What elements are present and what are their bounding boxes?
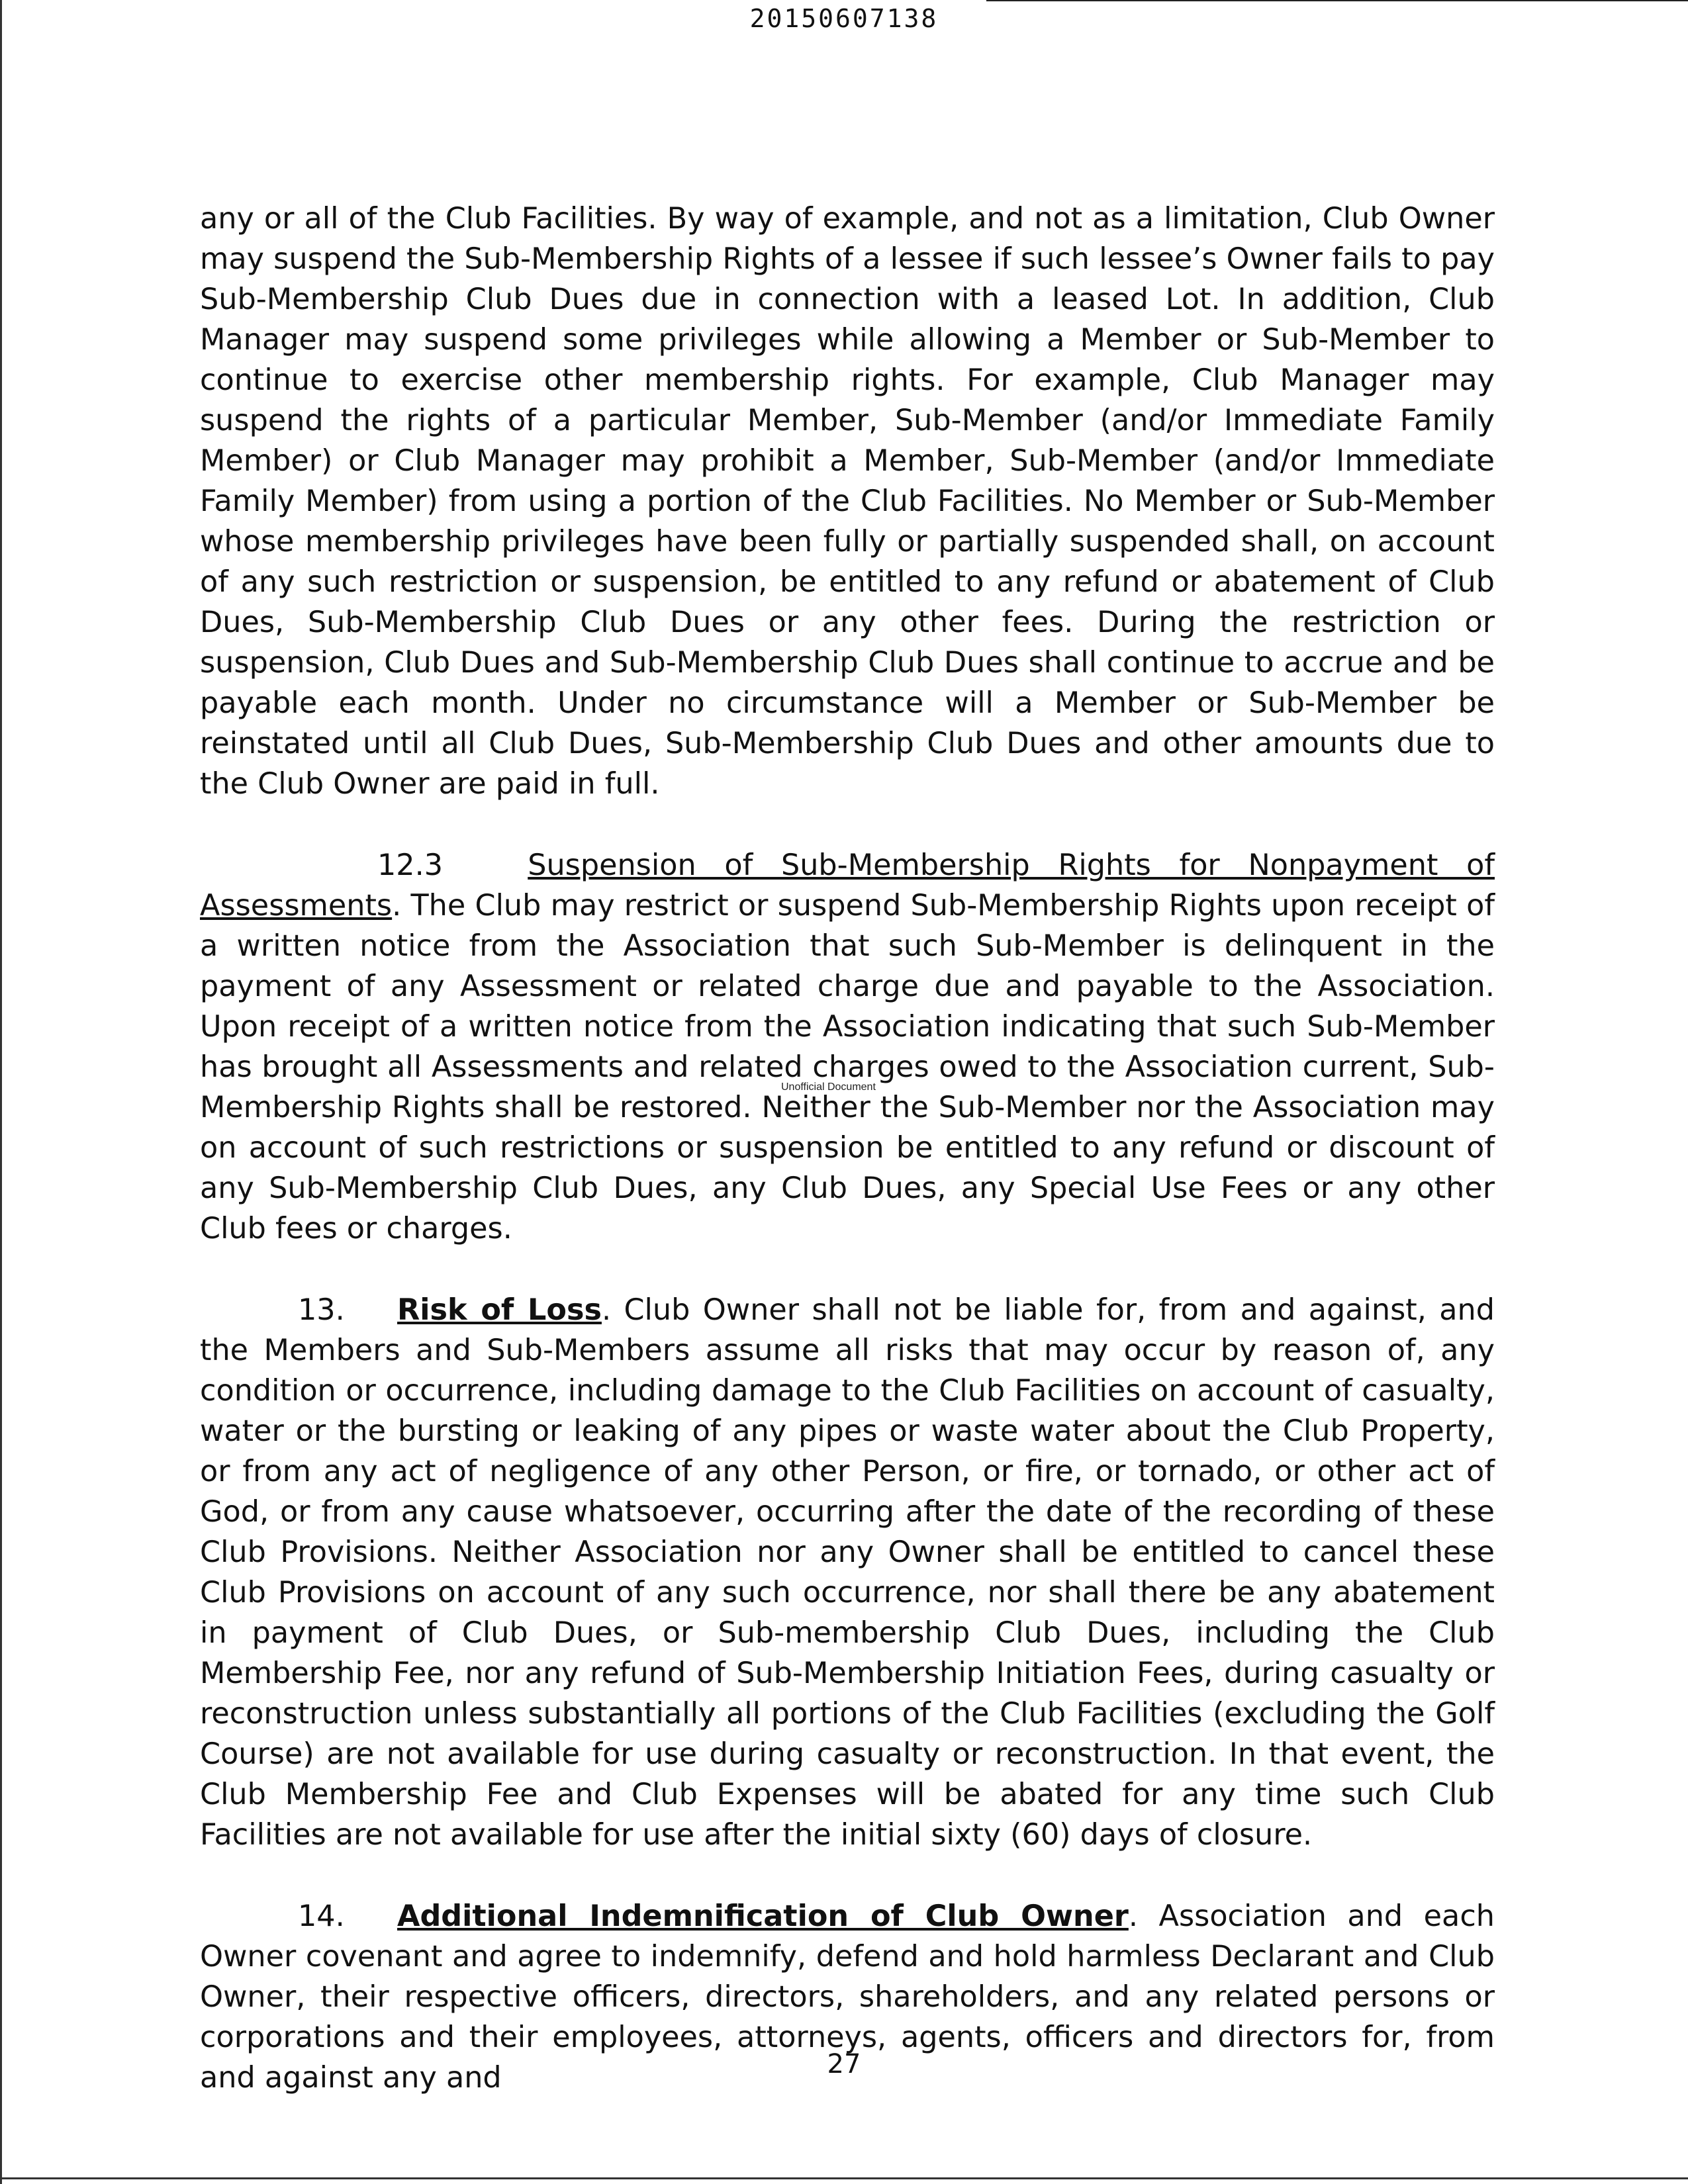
section-14-number: 14.	[298, 1899, 345, 1933]
section-13-number: 13.	[298, 1293, 345, 1327]
page-body	[200, 199, 1495, 2098]
unofficial-document-watermark: Unofficial Document	[781, 1081, 876, 1093]
left-scan-border	[0, 0, 2, 2184]
section-12-3-heading: Suspension of Sub-Membership Rights for Nonpayment of Assessments	[200, 848, 1495, 923]
section-14-heading: Additional Indemnification of Club Owner	[397, 1899, 1129, 1933]
section-13	[200, 1290, 1495, 1855]
bottom-rule	[0, 2177, 1688, 2179]
page-number: 27	[827, 2049, 861, 2079]
section-13-heading: Risk of Loss	[397, 1293, 602, 1327]
section-13-text: . Club Owner shall not be liable for, from and against, and the Members and Sub-Members assume all risks that may occur by reason of, any condition or occurrence, including damage to the Club Facilities on account of casualty, water or the bursting or leaking of any pipes or waste water about the Club Property, or from any act of negligence of any other Person, or fire, or tornado, or other act of God, or from any cause whatsoever, occurring after the date of the recording of these Club Provisions. Neither Association nor any Owner shall be entitled to cancel these Club Provisions on account of any such occurrence, nor shall there be any abatement in payment of Club Dues, or Sub-membership Club Dues, including the Club Membership Fee, nor any refund of Sub-Membership Initiation Fees, during casualty or reconstruction unless substantially all portions of the Club Facilities (excluding the Golf Course) are not available for use during casualty or reconstruction. In that event, the Club Membership Fee and Club Expenses will be abated for any time such Club Facilities are not available for use after the initial sixty (60) days of closure.	[200, 1293, 1495, 1852]
section-12-3-number: 12.3	[377, 848, 444, 882]
section-12-3	[200, 845, 1495, 1249]
section-14-text: . Association and each Owner covenant and agree to indemnify, defend and hold harmless Declarant and Club Owner, their respective officers, directors, shareholders, and any related persons or corporations and their employees, attorneys, agents, officers and directors for, from and against any and	[200, 1899, 1495, 2095]
section-12-3-text: . The Club may restrict or suspend Sub-Membership Rights upon receipt of a written notice from the Association that such Sub-Member is delinquent in the payment of any Assessment or related charge due and payable to the Association. Upon receipt of a written notice from the Association indicating that such Sub-Member has brought all Assessments and related charges owed to the Association current, Sub-Membership Rights shall be restored. Neither the Sub-Member nor the Association may on account of such restrictions or suspension be entitled to any refund or discount of any Sub-Membership Club Dues, any Club Dues, any Special Use Fees or any other Club fees or charges.	[200, 889, 1495, 1246]
top-rule	[986, 0, 1688, 1]
document-number: 20150607138	[749, 4, 939, 33]
continued-paragraph: any or all of the Club Facilities. By way of example, and not as a limitation, Club Owner may suspend the Sub-Membership Rights of a lessee if such lessee’s Owner fails to pay Sub-Membership Club Dues due in connection with a leased Lot. In addition, Club Manager may suspend some privileges while allowing a Member or Sub-Member to continue to exercise other membership rights. For example, Club Manager may suspend the rights of a particular Member, Sub-Member (and/or Immediate Family Member) or Club Manager may prohibit a Member, Sub-Member (and/or Immediate Family Member) from using a portion of the Club Facilities. No Member or Sub-Member whose membership privileges have been fully or partially suspended shall, on account of any such restriction or suspension, be entitled to any refund or abatement of Club Dues, Sub-Membership Club Dues or any other fees. During the restriction or suspension, Club Dues and Sub-Membership Club Dues shall continue to accrue and be payable each month. Under no circumstance will a Member or Sub-Member be reinstated until all Club Dues, Sub-Membership Club Dues and other amounts due to the Club Owner are paid in full.	[200, 202, 1495, 801]
